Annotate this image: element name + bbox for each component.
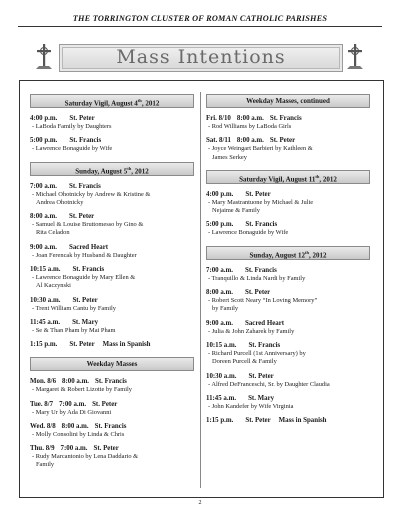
mass-church: St. Francis xyxy=(245,221,278,229)
mass-intention xyxy=(30,327,194,335)
section-heading xyxy=(206,246,370,260)
intention-line: - Robert Scott Neary “In Loving Memory” xyxy=(208,297,318,305)
mass-time: 11:45 a.m. xyxy=(206,394,237,402)
mass-time-line xyxy=(30,212,194,221)
mass-church: Sacred Heart xyxy=(244,319,285,327)
mass-time-line xyxy=(30,243,194,252)
mass-time-line xyxy=(206,288,370,297)
mass-entry xyxy=(206,114,370,131)
mass-intention xyxy=(30,453,194,470)
intention-line: Nejaime & Family xyxy=(212,207,260,215)
mass-time: 8:00 a.m. xyxy=(236,137,264,145)
mass-entry xyxy=(30,377,194,394)
mass-entry xyxy=(30,444,194,470)
mass-time-line xyxy=(30,422,194,431)
mass-entry xyxy=(30,182,194,208)
mass-intention xyxy=(30,191,194,208)
section-heading-text: Sunday, August 5 xyxy=(75,166,128,175)
mass-entry xyxy=(206,288,370,314)
intention-line: - Tranquillo & Linda Nardi by Family xyxy=(208,274,306,282)
mass-intention xyxy=(30,305,194,313)
intention-line: - Molly Consolini by Linda & Chris xyxy=(32,430,125,438)
mass-time: 8:00 a.m. xyxy=(236,115,264,122)
section-heading-text: Saturday Vigil, August 4 xyxy=(64,99,138,108)
ordinal-suffix: th xyxy=(315,173,320,179)
intention-line: - Alfred DeFranceschi, Sr. by Daughter Claudia xyxy=(208,380,330,388)
mass-church: St. Peter xyxy=(269,137,296,145)
section-heading xyxy=(30,162,194,176)
header-rule xyxy=(18,26,382,27)
mass-church: St. Peter xyxy=(72,296,98,304)
intention-line: - Lawrence Bonaguide by Wife xyxy=(208,229,289,237)
mass-time: 8:00 a.m. xyxy=(30,213,57,221)
right-column xyxy=(206,94,370,430)
mass-time: 10:15 a.m. xyxy=(30,266,61,274)
mass-church: St. Peter xyxy=(93,445,119,453)
mass-entry xyxy=(206,416,370,425)
mass-intention xyxy=(206,145,370,162)
intention-line: Family xyxy=(36,461,55,469)
mass-entry xyxy=(30,296,194,313)
mass-intention xyxy=(206,199,370,216)
cross-icon xyxy=(345,42,365,72)
mass-day: Wed. 8/8 xyxy=(30,422,56,430)
mass-church: St. Francis xyxy=(95,378,127,386)
mass-intention xyxy=(30,123,194,131)
mass-church: St. Peter xyxy=(92,400,118,408)
mass-time: 7:00 a.m. xyxy=(60,445,88,453)
mass-church: St. Mary xyxy=(248,394,275,402)
mass-church: St. Francis xyxy=(244,266,277,274)
mass-time-line xyxy=(206,372,370,381)
mass-time-line xyxy=(30,444,194,453)
mass-time-line xyxy=(206,319,370,328)
mass-entry xyxy=(206,136,370,162)
intention-line: - Samuel & Louise Bruttomesso by Gino & xyxy=(32,221,144,229)
mass-time: 1:15 p.m. xyxy=(30,341,58,349)
intention-line: - Lawrence Bonaguide by Wife xyxy=(32,145,113,153)
mass-time: 7:00 a.m. xyxy=(59,400,87,408)
heading-year: , 2012 xyxy=(308,251,327,260)
mass-day: Sat. 8/11 xyxy=(206,137,231,145)
mass-day: Fri. 8/10 xyxy=(206,115,231,122)
intention-line: - Trent William Cantu by Family xyxy=(32,304,116,312)
mass-time-line xyxy=(206,136,370,145)
mass-entry xyxy=(30,318,194,335)
mass-church: St. Peter xyxy=(245,417,271,425)
section-heading-text: Weekday Masses, continued xyxy=(246,97,330,105)
mass-intention xyxy=(30,252,194,260)
mass-intention xyxy=(30,145,194,153)
mass-time-line xyxy=(206,190,370,199)
left-column xyxy=(30,94,194,475)
banner-title: Mass Intentions xyxy=(116,46,286,68)
intention-line: Andrea Ohotnicky xyxy=(36,198,84,206)
mass-time-line xyxy=(30,182,194,191)
mass-entry xyxy=(30,136,194,153)
mass-church: St. Francis xyxy=(68,182,101,190)
section-heading-text: Weekday Masses xyxy=(86,360,138,369)
section-heading-text: Sunday, August 12 xyxy=(249,251,305,260)
mass-time-line xyxy=(30,377,194,386)
mass-intention xyxy=(206,297,370,314)
mass-day: Thu. 8/9 xyxy=(30,445,55,453)
mass-church: St. Peter xyxy=(245,190,271,198)
mass-church: St. Peter xyxy=(68,213,95,221)
section-heading xyxy=(206,170,370,184)
cross-icon xyxy=(34,42,54,72)
intention-line: - Rudy Marcantonio by Lena Daddario & xyxy=(32,453,139,461)
mass-church: St. Francis xyxy=(269,115,302,122)
mass-time: 9:00 a.m. xyxy=(206,319,233,327)
mass-time-line xyxy=(30,318,194,327)
mass-church: St. Mary xyxy=(72,318,99,326)
mass-intention xyxy=(30,386,194,394)
mass-intention xyxy=(30,431,194,439)
mass-intention xyxy=(206,275,370,283)
mass-time-line xyxy=(206,416,370,425)
intention-line: Rita Celadon xyxy=(36,229,70,237)
mass-entry xyxy=(206,220,370,237)
mass-time: 8:00 a.m. xyxy=(61,422,89,430)
intention-line: - Mary Mastrantuone by Michael & Julie xyxy=(208,198,314,206)
heading-year: , 2012 xyxy=(131,166,149,175)
intention-line: James Serkey xyxy=(212,153,247,161)
mass-time: 7:00 a.m. xyxy=(30,182,57,190)
intention-line: by Family xyxy=(212,305,239,313)
intention-line: Doreen Purcell & Family xyxy=(212,358,277,366)
mass-entry xyxy=(30,422,194,439)
intention-line: - Joan Ferencak by Husband & Daughter xyxy=(32,251,137,259)
mass-intention xyxy=(206,403,370,411)
mass-entry xyxy=(206,266,370,283)
mass-church: St. Peter xyxy=(248,372,274,380)
intention-line: - Rod Williams by LaBoda Girls xyxy=(208,123,292,130)
mass-entry xyxy=(206,341,370,367)
intention-line: - Margaret & Robert Lizotte by Family xyxy=(32,386,132,394)
mass-entry xyxy=(206,319,370,336)
mass-time: 1:15 p.m. xyxy=(206,417,234,425)
mass-time-line xyxy=(206,341,370,350)
mass-church: St. Francis xyxy=(248,341,281,349)
mass-church: St. Peter xyxy=(69,341,95,349)
mass-time: 5:00 p.m. xyxy=(206,221,234,229)
intention-line: - LaBoda Family by Daughters xyxy=(32,123,112,130)
mass-intention xyxy=(206,350,370,367)
intention-line: - Michael Ohotnicky by Andrew & Kristine & xyxy=(32,190,151,198)
mass-intentions-banner xyxy=(59,44,343,72)
ordinal-suffix: th xyxy=(137,98,142,103)
mass-time-line xyxy=(30,296,194,305)
mass-time: 10:30 a.m. xyxy=(206,372,237,380)
ordinal-suffix: th xyxy=(304,249,309,255)
mass-intention xyxy=(206,381,370,389)
section-heading xyxy=(30,94,194,108)
mass-note: Mass in Spanish xyxy=(278,417,327,425)
intention-line: - Mary Ur by Ada Di Giovanni xyxy=(32,408,112,416)
intention-line: - Joyce Weingart Barbieri by Kathleen & xyxy=(208,145,313,153)
mass-time: 5:00 p.m. xyxy=(30,137,58,145)
mass-intention xyxy=(30,221,194,238)
mass-church: St. Peter xyxy=(244,289,271,297)
intention-line: - Se & Than Pham by Mai Pham xyxy=(32,326,116,334)
section-heading xyxy=(30,357,194,371)
mass-time-line xyxy=(206,266,370,275)
mass-church: Sacred Heart xyxy=(68,243,109,251)
newsletter-title: THE TORRINGTON CLUSTER OF ROMAN CATHOLIC PARISHES xyxy=(72,14,328,23)
mass-time-line xyxy=(30,265,194,274)
ordinal-suffix: th xyxy=(127,165,132,171)
mass-church: St. Peter xyxy=(69,115,95,122)
page-number: 2 xyxy=(198,500,202,506)
mass-entry xyxy=(30,212,194,238)
mass-time: 4:00 p.m. xyxy=(30,115,58,122)
mass-note: Mass in Spanish xyxy=(102,341,151,349)
mass-intention xyxy=(30,274,194,291)
mass-entry xyxy=(30,114,194,131)
mass-entry xyxy=(30,265,194,291)
mass-time-line xyxy=(30,400,194,409)
column-divider xyxy=(200,92,201,488)
mass-time-line xyxy=(206,114,370,123)
mass-time: 11:45 a.m. xyxy=(30,318,61,326)
mass-day: Tue. 8/7 xyxy=(30,400,54,408)
mass-church: St. Francis xyxy=(69,137,102,145)
mass-entry xyxy=(206,372,370,389)
mass-intention xyxy=(30,409,194,417)
mass-time: 4:00 p.m. xyxy=(206,190,234,198)
mass-day: Mon. 8/6 xyxy=(30,378,57,386)
heading-year: , 2012 xyxy=(319,175,337,184)
intention-line: - Julia & John Zaharek by Family xyxy=(208,327,295,335)
intention-line: - John Kandefer by Wife Virginia xyxy=(208,402,294,410)
mass-time-line xyxy=(30,114,194,123)
mass-intention xyxy=(206,229,370,237)
mass-time-line xyxy=(206,394,370,403)
heading-year: , 2012 xyxy=(141,99,160,108)
mass-time: 10:30 a.m. xyxy=(30,296,61,304)
section-heading xyxy=(206,94,370,108)
intention-line: Al Kaczynski xyxy=(36,282,71,290)
mass-time: 9:00 a.m. xyxy=(30,243,57,251)
section-heading-text: Saturday Vigil, August 11 xyxy=(239,175,316,184)
intention-line: - Lawrence Bonaguide by Mary Ellen & xyxy=(32,274,136,282)
mass-time-line xyxy=(30,136,194,145)
mass-time: 10:15 a.m. xyxy=(206,341,237,349)
mass-entry xyxy=(206,394,370,411)
mass-church: St. Francis xyxy=(94,422,127,430)
mass-church: St. Francis xyxy=(72,266,105,274)
mass-time: 7:00 a.m. xyxy=(206,266,233,274)
mass-intention xyxy=(206,123,370,131)
mass-time-line xyxy=(206,220,370,229)
mass-time-line xyxy=(30,340,194,349)
mass-time: 8:00 a.m. xyxy=(206,289,233,297)
intention-line: - Richard Purcell (1st Anniversary) by xyxy=(208,349,306,357)
mass-entry xyxy=(30,400,194,417)
mass-entry xyxy=(206,190,370,216)
mass-time: 8:00 a.m. xyxy=(62,378,90,386)
mass-entry xyxy=(30,243,194,260)
mass-intention xyxy=(206,328,370,336)
mass-entry xyxy=(30,340,194,349)
